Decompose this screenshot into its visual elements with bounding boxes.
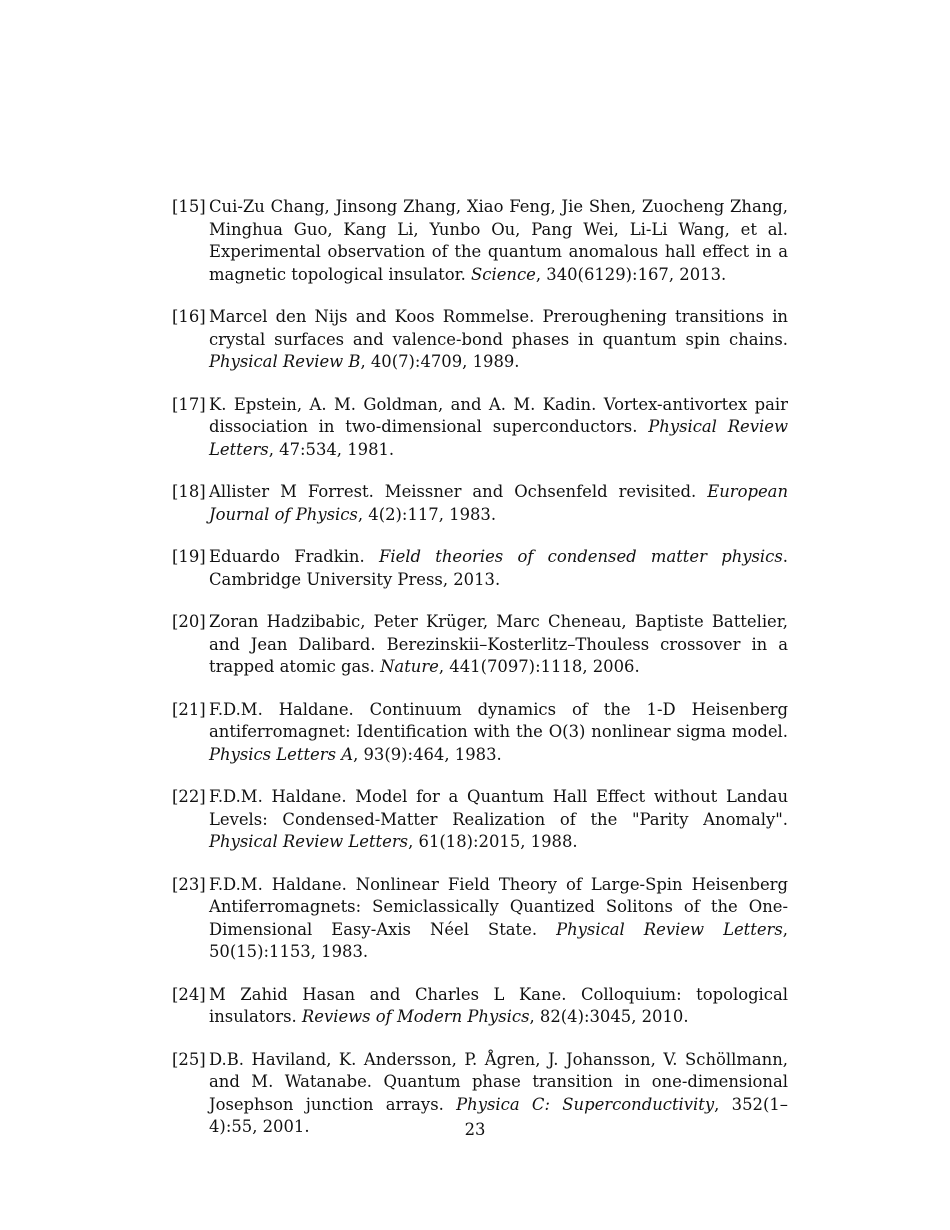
reference-venue: Nature xyxy=(380,657,439,676)
reference-details: , 50(15):1153, 1983. xyxy=(209,919,788,961)
reference-item-22 xyxy=(172,786,788,854)
reference-number: [19] xyxy=(172,547,206,566)
reference-number: [22] xyxy=(172,787,206,806)
reference-text: Eduardo Fradkin. xyxy=(209,547,379,566)
reference-number: [24] xyxy=(172,984,206,1004)
reference-details: , 441(7097):1118, 2006. xyxy=(438,657,640,676)
reference-text: M Zahid Hasan and Charles L Kane. Colloquium: topological insulators. xyxy=(209,984,788,1026)
reference-text: F.D.M. Haldane. Continuum dynamics of the 1-D Heisenberg antiferromagnet: Identification with the O(3) nonlinear sigma model. xyxy=(209,699,788,741)
reference-text: F.D.M. Haldane. Nonlinear Field Theory of Large-Spin Heisenberg Antiferromagnets: Semiclassically Quantized Solitons of the One-Dimensional Easy-Axis Néel State. xyxy=(209,874,788,939)
reference-venue: European Journal of Physics xyxy=(209,482,788,524)
reference-item-20 xyxy=(172,611,788,679)
page-number: 23 xyxy=(464,1120,486,1139)
reference-venue: Physical Review Letters xyxy=(209,417,788,459)
reference-text: K. Epstein, A. M. Goldman, and A. M. Kadin. Vortex-antivortex pair dissociation in two-dimensional superconductors. xyxy=(209,394,788,436)
reference-item-21 xyxy=(172,699,788,767)
reference-item-18 xyxy=(172,481,788,526)
reference-details: , 4(2):117, 1983. xyxy=(357,504,497,524)
reference-number: [21] xyxy=(172,699,206,719)
reference-number: [25] xyxy=(172,1049,206,1069)
reference-number: [20] xyxy=(172,612,206,631)
reference-venue: Physical Review Letters xyxy=(556,919,783,939)
reference-details: , 40(7):4709, 1989. xyxy=(360,352,520,371)
reference-number: [18] xyxy=(172,482,206,501)
reference-venue: Physical Review B xyxy=(209,352,361,371)
reference-item-19 xyxy=(172,546,788,591)
reference-details: , 82(4):3045, 2010. xyxy=(529,1007,689,1026)
reference-details: , 47:534, 1981. xyxy=(268,439,395,459)
reference-details: . Cambridge University Press, 2013. xyxy=(209,547,788,589)
reference-details: , 93(9):464, 1983. xyxy=(353,744,502,764)
reference-text: Allister M Forrest. Meissner and Ochsenfeld revisited. xyxy=(209,482,708,501)
reference-text: F.D.M. Haldane. Model for a Quantum Hall Effect without Landau Levels: Condensed-Matter Realization of the "Parity Anomaly". xyxy=(209,787,788,829)
reference-text: Marcel den Nijs and Koos Rommelse. Preroughening transitions in crystal surfaces and valence-bond phases in quantum spin chains. xyxy=(209,307,788,349)
reference-item-24 xyxy=(172,984,788,1029)
reference-number: [17] xyxy=(172,394,206,414)
reference-details: , 61(18):2015, 1988. xyxy=(408,832,578,851)
reference-text: Zoran Hadzibabic, Peter Krüger, Marc Cheneau, Baptiste Battelier, and Jean Dalibard. Berezinskii–Kosterlitz–Thouless crossover in a trapped atomic gas. xyxy=(209,612,788,676)
reference-number: [23] xyxy=(172,874,206,894)
reference-details: , 340(6129):167, 2013. xyxy=(535,264,727,284)
reference-item-17 xyxy=(172,394,788,462)
reference-item-15 xyxy=(172,196,788,286)
reference-venue: Physica C: Superconductivity xyxy=(456,1094,715,1114)
reference-details: , 352(1–4):55, 2001. xyxy=(209,1094,788,1136)
reference-number: [15] xyxy=(172,197,206,216)
reference-list xyxy=(172,196,788,1159)
reference-item-16 xyxy=(172,306,788,374)
reference-item-23 xyxy=(172,874,788,964)
reference-text: D.B. Haviland, K. Andersson, P. Ågren, J. Johansson, V. Schöllmann, and M. Watanabe. Quantum phase transition in one-dimensional Josephson junction arrays. xyxy=(209,1049,788,1114)
reference-venue: Science xyxy=(471,264,536,284)
reference-venue: Physical Review Letters xyxy=(209,832,409,851)
reference-number: [16] xyxy=(172,307,206,326)
reference-text: Cui-Zu Chang, Jinsong Zhang, Xiao Feng, Jie Shen, Zuocheng Zhang, Minghua Guo, Kang Li, Yunbo Ou, Pang Wei, Li-Li Wang, et al. Experimental observation of the quantum anomalous hall effect in a magnetic topological insulator. xyxy=(209,197,788,284)
reference-venue: Reviews of Modern Physics xyxy=(301,1007,530,1026)
reference-venue: Physics Letters A xyxy=(209,744,354,764)
reference-venue: Field theories of condensed matter physics xyxy=(378,547,783,566)
